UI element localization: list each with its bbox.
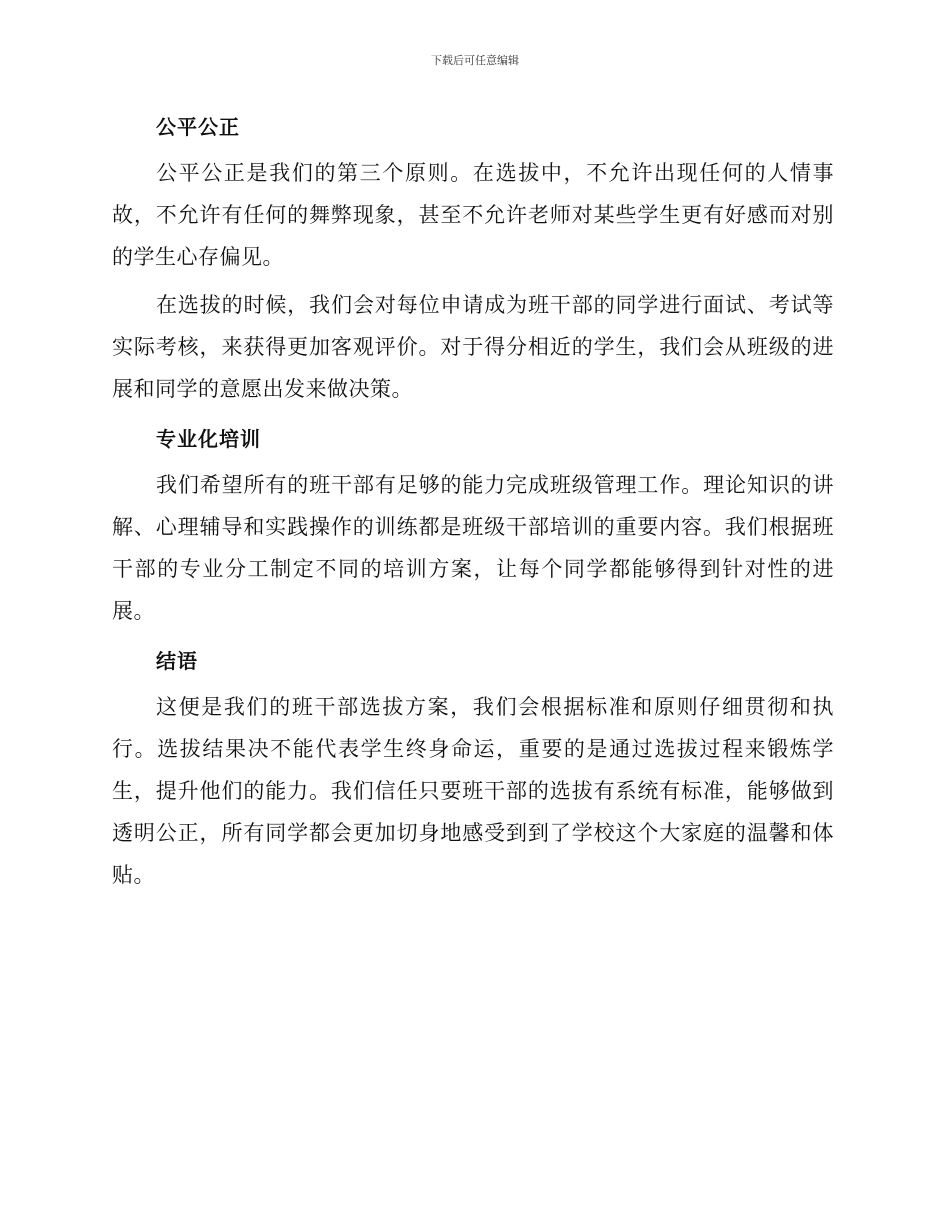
paragraph-fairness-2: 在选拔的时候，我们会对每位申请成为班干部的同学进行面试、考试等实际考核，来获得更加客观评价。对于得分相近的学生，我们会从班级的进展和同学的意愿出发来做决策。 (112, 293, 834, 401)
paragraph-training-1: 我们希望所有的班干部有足够的能力完成班级管理工作。理论知识的讲解、心理辅导和实践操作的训练都是班级干部培训的重要内容。我们根据班干部的专业分工制定不同的培训方案，让每个同学都能够得到针对性的进展。 (112, 473, 834, 623)
paragraph-fairness-1: 公平公正是我们的第三个原则。在选拔中，不允许出现任何的人情事故，不允许有任何的舞弊现象，甚至不允许老师对某些学生更有好感而对别的学生心存偏见。 (112, 161, 834, 269)
section-heading-conclusion: 结语 (156, 649, 198, 673)
document-body (112, 104, 834, 902)
section-heading-training: 专业化培训 (156, 427, 261, 451)
paragraph-conclusion-1: 这便是我们的班干部选拔方案，我们会根据标准和原则仔细贯彻和执行。选拔结果决不能代表学生终身命运，重要的是通过选拔过程来锻炼学生，提升他们的能力。我们信任只要班干部的选拔有系统有标准，能够做到透明公正，所有同学都会更加切身地感受到到了学校这个大家庭的温馨和体贴。 (112, 695, 834, 887)
section-heading-fairness: 公平公正 (156, 115, 240, 139)
page-header-note: 下载后可任意编辑 (431, 54, 519, 67)
